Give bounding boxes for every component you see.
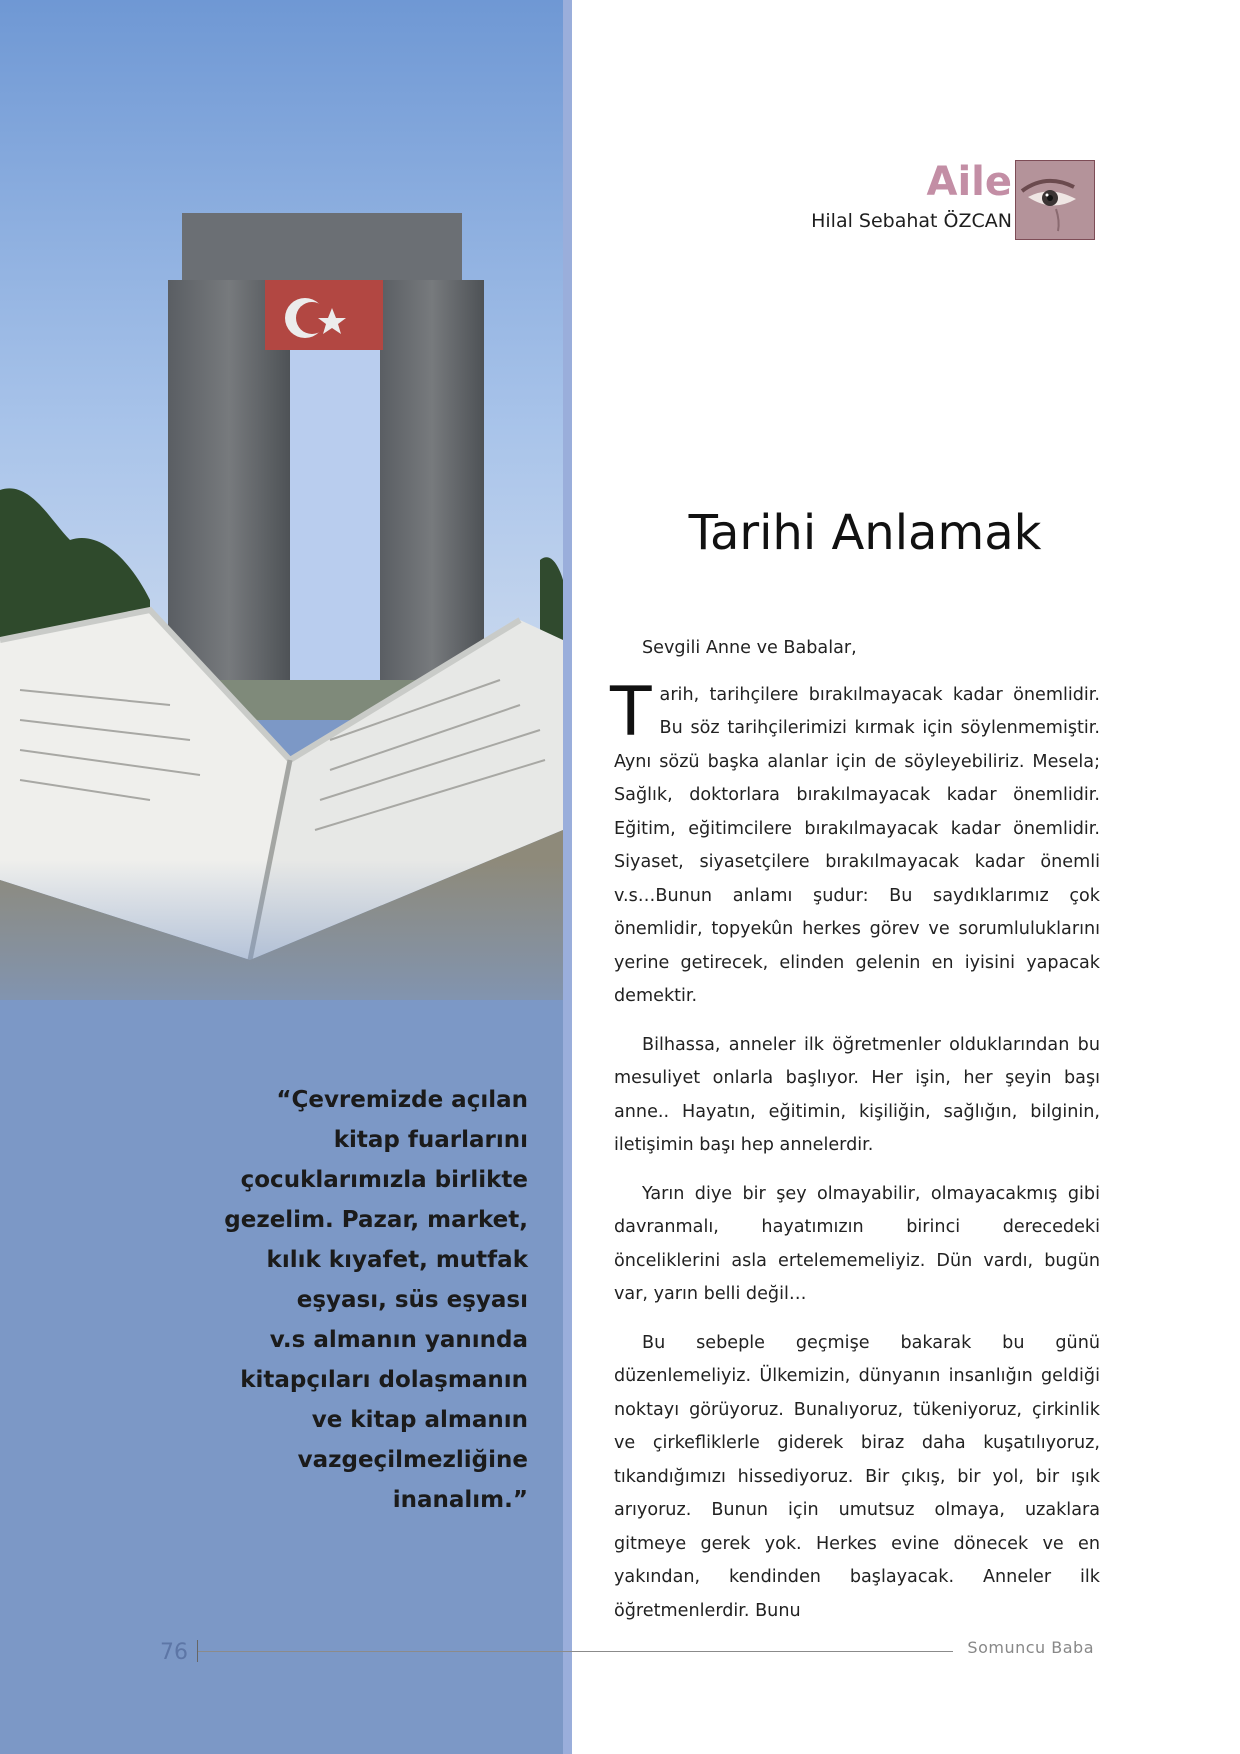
pull-quote-line: v.s almanın yanında [269, 1327, 528, 1353]
pull-quote-line: eşyası, süs eşyası [296, 1287, 528, 1313]
article-title: Tarihi Anlamak [688, 505, 1042, 561]
pull-quote-line: vazgeçilmezliğine [297, 1447, 528, 1473]
eye-photo [1015, 160, 1095, 240]
pull-quote-line: inanalım.” [392, 1487, 528, 1513]
column-stripe [563, 0, 572, 1754]
section-title: Aile [926, 159, 1012, 205]
pull-quote-line: gezelim. Pazar, market, [224, 1207, 528, 1233]
drop-cap: T [610, 672, 652, 752]
pull-quote [200, 1080, 528, 1520]
greeting: Sevgili Anne ve Babalar, [642, 638, 857, 658]
article-body [610, 632, 1100, 1643]
body-paragraph: Yarın diye bir şey olmayabilir, olmayacakmış gibi davranmalı, hayatımızın birinci derecedeki önceliklerini asla ertelememeliyiz. Dün vardı, bugün var, yarın belli değil… [614, 1183, 1100, 1304]
body-paragraph-text: arih, tarihçilere bırakılmayacak kadar önemlidir. Bu söz tarihçilerimizi kırmak için söylenmemiştir. Aynı sözü başka alanlar için de söyleyebiliriz. Mesela; Sağlık, doktorlara bırakılmayacak kadar önemlidir. Eğitim, eğitimcilere bırakılmayacak kadar önemlidir. Siyaset, siyasetçilere bırakılmayacak kadar önemli v.s…Bunun anlamı şudur: Bu saydıklarımız çok önemlidir, topyekûn herkes görev ve sorumluluklarını yerine getirecek, elinden gelenin en iyisini yapacak demektir. [614, 684, 1100, 1006]
pull-quote-line: “Çevremizde açılan [276, 1087, 528, 1113]
page-number: 76 [160, 1640, 188, 1665]
body-paragraph [610, 672, 1100, 1014]
pull-quote-line: kılık kıyafet, mutfak [266, 1247, 528, 1273]
footer-rule [198, 1651, 953, 1652]
pull-quote-line: kitap fuarlarını [333, 1127, 528, 1153]
body-paragraph: Bu sebeple geçmişe bakarak bu günü düzenlemeliyiz. Ülkemizin, dünyanın insanlığın geldiği noktayı görüyoruz. Bunalıyoruz, tükeniyoruz, çirkinlik ve çirkefliklerle giderek biraz daha kuşatılıyoruz, tıkandığımızı hissediyoruz. Bir çıkış, bir yol, bir ışık arıyoruz. Bunun için umutsuz olmaya, uzaklara gitmeye gerek yok. Herkes evine dönecek ve en yakından, kendinden başlayacak. Anneler ilk öğretmenlerdir. Bunu [614, 1332, 1100, 1621]
pull-quote-line: kitapçıları dolaşmanın [240, 1367, 528, 1393]
pull-quote-line: ve kitap almanın [311, 1407, 528, 1433]
pull-quote-line: çocuklarımızla birlikte [240, 1167, 528, 1193]
magazine-name: Somuncu Baba [967, 1638, 1094, 1657]
author-name: Hilal Sebahat ÖZCAN [811, 210, 1012, 232]
body-paragraph: Bilhassa, anneler ilk öğretmenler olduklarından bu mesuliyet onlarla başlıyor. Her işin, her şeyin başı anne.. Hayatın, eğitimin, kişiliğin, sağlığın, bilginin, iletişimin başı hep annelerdir. [614, 1034, 1100, 1155]
